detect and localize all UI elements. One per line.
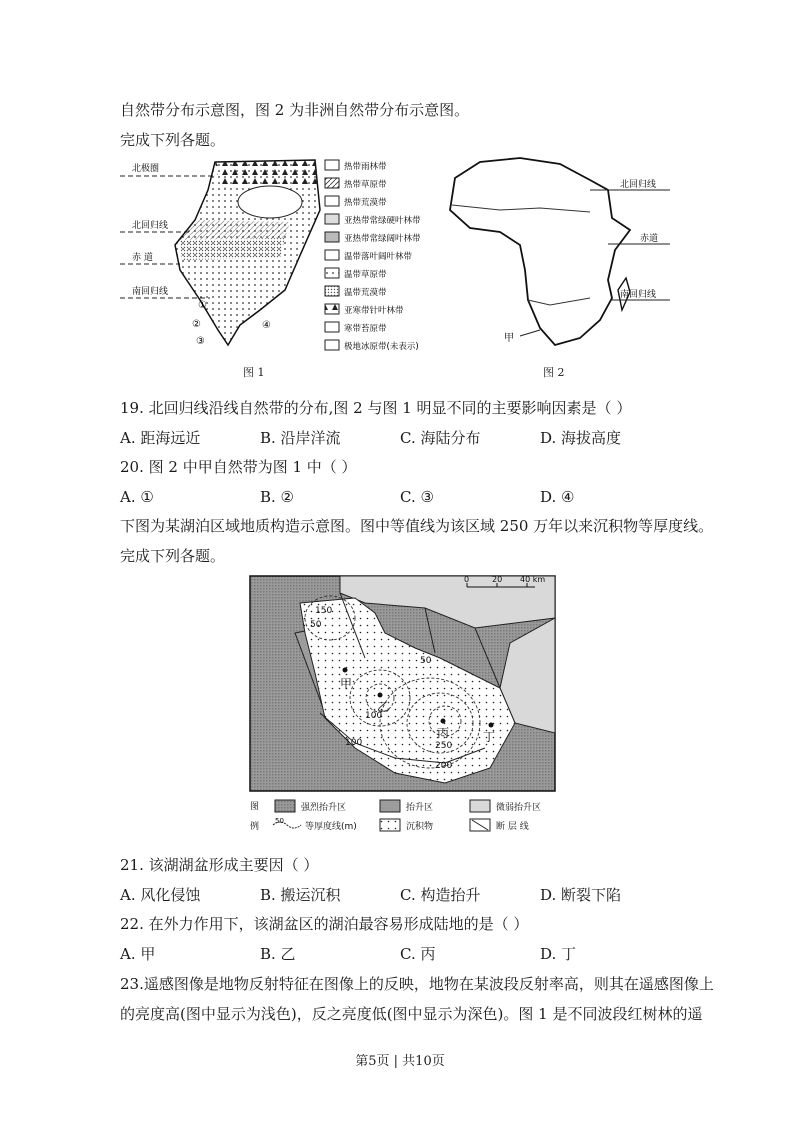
contour-200: 200 xyxy=(435,761,453,771)
q19-option-b[interactable]: B. 沿岸洋流 xyxy=(260,429,341,447)
marker-2: ② xyxy=(192,319,201,330)
marker-3: ③ xyxy=(196,336,205,347)
marker-4: ④ xyxy=(262,320,271,331)
contour-50: 50 xyxy=(310,620,322,630)
figure-3-legend xyxy=(250,800,541,832)
desert-zone xyxy=(238,186,302,218)
legend-item-10: 寒带苔原带 xyxy=(344,324,387,334)
figure-3 xyxy=(245,573,560,835)
q22-option-a[interactable]: A. 甲 xyxy=(120,945,156,963)
q19-option-d[interactable]: D. 海拔高度 xyxy=(540,429,622,447)
cancer-label: 北回归线 xyxy=(132,221,169,231)
q21-option-c[interactable]: C. 构造抬升 xyxy=(400,886,481,904)
contour-50b: 50 xyxy=(420,656,432,666)
q22-option-b[interactable]: B. 乙 xyxy=(260,945,296,963)
legend-item-9: 亚寒带针叶林带 xyxy=(344,306,404,316)
contour-250: 250 xyxy=(435,741,453,751)
africa-outline xyxy=(450,158,630,345)
intro-line-2: 完成下列各题。 xyxy=(120,131,226,149)
legend-item-1: 热带雨林带 xyxy=(344,162,387,172)
legend-fault: 断 层 线 xyxy=(496,822,529,832)
q22-stem: 22. 在外力作用下，该湖盆区的湖泊最容易形成陆地的是（ ） xyxy=(120,915,529,933)
q21-stem: 21. 该湖湖盆形成主要因（ ） xyxy=(120,856,319,874)
q23-line-1: 23.遥感图像是地物反射特征在图像上的反映，地物在某波段反射率高，则其在遥感图像上 xyxy=(120,975,714,993)
legend-isopach-sample: 50 xyxy=(275,817,284,825)
legend-item-2: 热带草原带 xyxy=(344,180,387,190)
legend-sediment: 沉积物 xyxy=(406,822,434,832)
q22-option-d[interactable]: D. 丁 xyxy=(540,945,577,963)
q19-option-a[interactable]: A. 距海远近 xyxy=(120,429,201,447)
contour-100: 100 xyxy=(365,711,383,721)
intro2-line-2: 完成下列各题。 xyxy=(120,547,226,565)
q20-option-d[interactable]: D. ④ xyxy=(540,488,575,506)
q20-option-b[interactable]: B. ② xyxy=(260,488,295,506)
figure-1-legend xyxy=(325,160,421,352)
q20-stem: 20. 图 2 中甲自然带为图 1 中（ ） xyxy=(120,458,357,476)
point-ding: 丁 xyxy=(483,730,496,744)
figure-1 xyxy=(120,150,450,380)
scale-20: 20 xyxy=(492,575,503,584)
savanna-zone xyxy=(180,220,290,240)
point-jia: 甲 xyxy=(340,677,353,691)
legend-item-8: 温带荒漠带 xyxy=(344,288,387,298)
legend-item-3: 热带荒漠带 xyxy=(344,198,387,208)
contour-150: 150 xyxy=(315,606,333,616)
contour-100b: 100 xyxy=(345,738,363,748)
marker-1: ① xyxy=(198,300,207,311)
arctic-label: 北极圈 xyxy=(132,164,160,174)
q21-option-d[interactable]: D. 断裂下陷 xyxy=(540,886,622,904)
legend-item-7: 温带草原带 xyxy=(344,270,387,280)
scale-40: 40 km xyxy=(520,575,546,584)
rainforest-zone xyxy=(180,238,285,260)
intro-line-1: 自然带分布示意图，图 2 为非洲自然带分布示意图。 xyxy=(120,101,470,119)
q21-option-b[interactable]: B. 搬运沉积 xyxy=(260,886,341,904)
legend-strong-uplift: 强烈抬升区 xyxy=(301,803,347,813)
taiga-zone xyxy=(215,160,318,188)
q23-line-2: 的亮度高(图中显示为浅色)，反之亮度低(图中显示为深色)。图 1 是不同波段红树林的遥 xyxy=(120,1005,703,1023)
legend-tu: 图 xyxy=(250,802,260,812)
africa-cancer-label: 北回归线 xyxy=(620,180,657,190)
q21-option-a[interactable]: A. 风化侵蚀 xyxy=(120,886,201,904)
q22-option-c[interactable]: C. 丙 xyxy=(400,945,436,963)
jia-pointer xyxy=(520,330,540,336)
africa-jia-label: 甲 xyxy=(504,333,514,344)
point-bing: 丙 xyxy=(437,726,450,740)
legend-uplift: 抬升区 xyxy=(406,803,434,813)
figure-1-caption: 图 1 xyxy=(243,366,265,379)
legend-item-11: 极地冰原带(未表示) xyxy=(344,342,419,352)
legend-item-5: 亚热带常绿阔叶林带 xyxy=(344,234,421,244)
q19-option-c[interactable]: C. 海陆分布 xyxy=(400,429,481,447)
legend-weak-uplift: 微弱抬升区 xyxy=(496,803,542,813)
capricorn-label: 南回归线 xyxy=(132,287,169,297)
q20-option-a[interactable]: A. ① xyxy=(120,488,154,506)
africa-equator-label: 赤道 xyxy=(640,234,659,244)
point-yi: 乙 xyxy=(377,700,390,714)
legend-li: 例 xyxy=(250,822,260,832)
legend-item-4: 亚热带常绿硬叶林带 xyxy=(344,216,421,226)
legend-isopach: 等厚度线(m) xyxy=(305,822,357,832)
legend-item-6: 温带落叶阔叶林带 xyxy=(344,252,413,262)
figure-2 xyxy=(440,150,680,360)
q19-stem: 19. 北回归线沿线自然带的分布,图 2 与图 1 明显不同的主要影响因素是（ ） xyxy=(120,399,632,417)
scale-0: 0 xyxy=(464,575,470,584)
africa-capricorn-label: 南回归线 xyxy=(620,290,657,300)
page-footer: 第5页 | 共10页 xyxy=(355,1054,445,1069)
equator-label: 赤 道 xyxy=(132,253,153,263)
q20-option-c[interactable]: C. ③ xyxy=(400,488,434,506)
figure-2-caption: 图 2 xyxy=(543,366,565,379)
intro2-line-1: 下图为某湖泊区域地质构造示意图。图中等值线为该区域 250 万年以来沉积物等厚度线。 xyxy=(120,517,714,535)
